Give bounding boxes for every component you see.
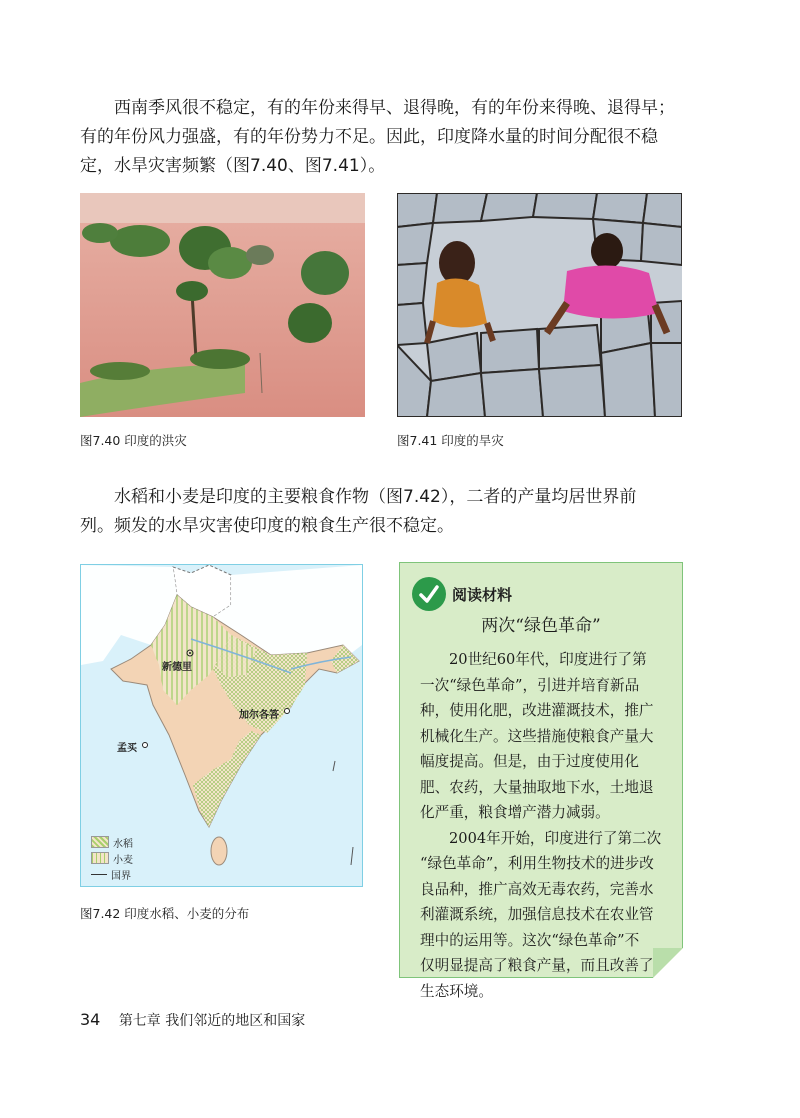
text-line: 定，水旱灾害频繁（图7.40、图7.41）。 — [80, 156, 386, 176]
paragraph-monsoon — [80, 94, 720, 181]
chapter-title: 第七章 我们邻近的地区和国家 — [118, 1013, 306, 1029]
legend-rice-label: 水稻 — [113, 838, 133, 850]
text-line: 良品种，推广高效无毒农药，完善水 — [420, 880, 654, 898]
text-line: 有的年份风力强盛，有的年份势力不足。因此，印度降水量的时间分配很不稳 — [80, 127, 658, 147]
text-line: 一次“绿色革命”，引进并培育新品 — [420, 676, 640, 694]
drought-photo — [397, 193, 682, 417]
text-line: 幅度提高。但是，由于过度使用化 — [420, 753, 639, 770]
reading-body — [420, 647, 668, 1004]
page-footer — [80, 1010, 305, 1030]
legend-wheat — [91, 850, 133, 866]
text-line: 化严重，粮食增产潜力减弱。 — [420, 804, 610, 821]
reading-label: 阅读材料 — [452, 585, 513, 604]
flood-caption: 图7.40 印度的洪灾 — [80, 433, 187, 448]
map-caption: 图7.42 印度水稻、小麦的分布 — [80, 906, 250, 921]
drought-caption: 图7.41 印度的旱灾 — [397, 433, 504, 448]
border-swatch — [91, 874, 107, 875]
india-crop-map — [80, 564, 363, 887]
city-kolkata: 加尔各答 — [239, 710, 279, 721]
text-line: 西南季风很不稳定，有的年份来得早、退得晚，有的年份来得晚、退得早； — [114, 98, 675, 118]
page-curl — [653, 948, 683, 978]
text-line: 2004年开始，印度进行了第二次 — [449, 829, 662, 847]
legend-wheat-label: 小麦 — [113, 854, 133, 866]
flood-photo — [80, 193, 365, 417]
text-line: 肥、农药，大量抽取地下水，土地退 — [420, 778, 654, 796]
reading-box — [399, 562, 683, 1000]
map-legend — [91, 834, 133, 882]
city-mumbai: 孟买 — [117, 743, 137, 754]
text-line: 20世纪60年代，印度进行了第 — [449, 651, 647, 668]
text-line: 机械化生产。这些措施使粮食产量大 — [420, 727, 654, 745]
rice-swatch — [91, 836, 109, 848]
text-line: 理中的运用等。这次“绿色革命”不 — [420, 931, 640, 949]
text-line: 利灌溉系统，加强信息技术在农业管 — [420, 906, 654, 923]
text-line: 列。频发的水旱灾害使印度的粮食生产很不稳定。 — [80, 516, 454, 536]
legend-border-label: 国界 — [111, 870, 131, 882]
reading-check-icon — [412, 577, 446, 611]
reading-title: 两次“绿色革命” — [481, 616, 601, 636]
text-line: “绿色革命”，利用生物技术的进步改 — [420, 855, 654, 872]
reading-header — [412, 577, 512, 611]
text-line: 种，使用化肥，改进灌溉技术，推广 — [420, 702, 654, 719]
paragraph-crops — [80, 483, 720, 541]
page-number: 34 — [80, 1010, 101, 1029]
wheat-swatch — [91, 852, 109, 864]
text-line: 水稻和小麦是印度的主要粮食作物（图7.42），二者的产量均居世界前 — [114, 487, 637, 507]
text-line: 生态环境。 — [420, 982, 493, 1000]
legend-rice — [91, 834, 133, 850]
legend-border — [91, 866, 133, 882]
text-line: 仅明显提高了粮食产量，而且改善了 — [420, 957, 654, 974]
city-new-delhi: 新德里 — [162, 662, 192, 673]
